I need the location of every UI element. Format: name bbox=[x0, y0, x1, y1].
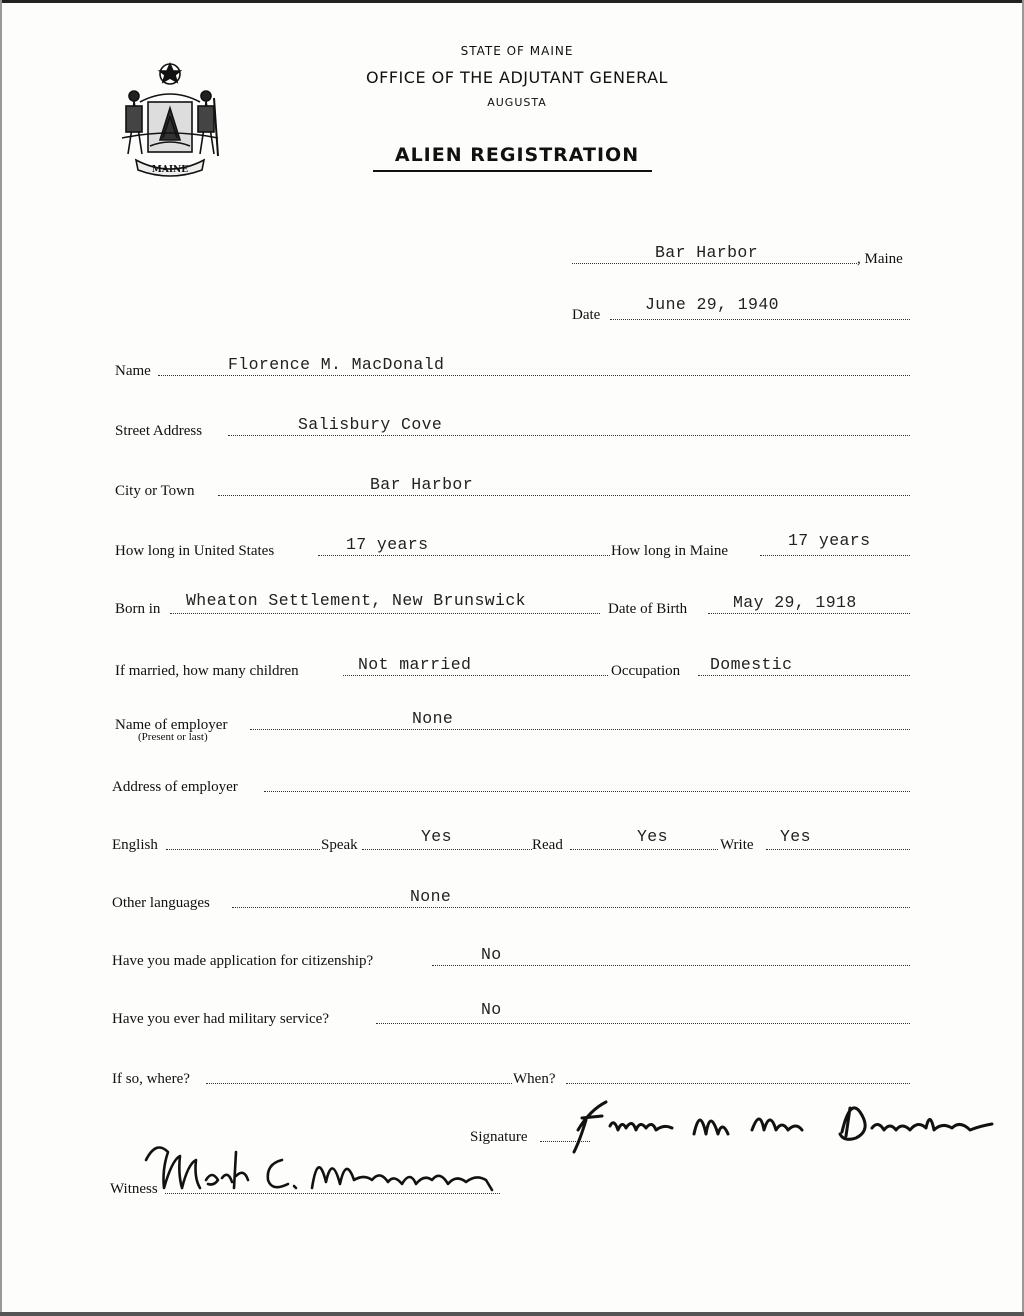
street-row bbox=[0, 410, 1024, 440]
street-value: Salisbury Cove bbox=[298, 415, 443, 434]
name-label: Name bbox=[115, 363, 151, 379]
date-label: Date bbox=[572, 307, 601, 323]
signature-label: Signature bbox=[470, 1129, 528, 1145]
header-office: OFFICE OF THE ADJUTANT GENERAL bbox=[366, 68, 668, 87]
where-label: If so, where? bbox=[112, 1071, 190, 1087]
other-languages-label: Other languages bbox=[112, 895, 210, 911]
other-languages-value: None bbox=[410, 887, 452, 906]
how-long-us-value: 17 years bbox=[346, 535, 429, 554]
city-row bbox=[0, 470, 1024, 500]
write-value: Yes bbox=[780, 827, 811, 846]
how-long-maine-value: 17 years bbox=[788, 531, 871, 550]
how-long-maine-label: How long in Maine bbox=[611, 543, 729, 559]
read-label: Read bbox=[532, 837, 563, 853]
name-row bbox=[0, 350, 1024, 380]
military-row bbox=[0, 998, 1024, 1028]
employer-sublabel: (Present or last) bbox=[138, 731, 208, 743]
employer-value: None bbox=[412, 709, 454, 728]
dob-value: May 29, 1918 bbox=[733, 593, 857, 612]
read-value: Yes bbox=[637, 827, 668, 846]
children-row bbox=[0, 650, 1024, 680]
name-value: Florence M. MacDonald bbox=[228, 355, 445, 374]
military-value: No bbox=[481, 1000, 502, 1019]
location-row bbox=[0, 238, 1024, 268]
military-label: Have you ever had military service? bbox=[112, 1011, 329, 1027]
other-languages-row bbox=[0, 882, 1024, 912]
citizenship-label: Have you made application for citizenship? bbox=[112, 953, 374, 969]
scan-border-bottom bbox=[0, 1312, 1024, 1316]
speak-label: Speak bbox=[321, 837, 358, 853]
city-value: Bar Harbor bbox=[370, 475, 474, 494]
citizenship-value: No bbox=[481, 945, 502, 964]
english-label: English bbox=[112, 837, 158, 853]
employer-label: Name of employer bbox=[115, 717, 228, 733]
born-in-label: Born in bbox=[115, 601, 161, 617]
occupation-value: Domestic bbox=[710, 655, 793, 674]
date-row bbox=[0, 294, 1024, 324]
where-when-row bbox=[0, 1058, 1024, 1088]
born-in-value: Wheaton Settlement, New Brunswick bbox=[186, 591, 526, 610]
date-value: June 29, 1940 bbox=[645, 295, 779, 314]
street-label: Street Address bbox=[115, 423, 203, 439]
citizenship-row bbox=[0, 940, 1024, 970]
speak-value: Yes bbox=[421, 827, 452, 846]
location-suffix: , Maine bbox=[857, 251, 903, 267]
title-underline bbox=[373, 170, 652, 172]
employer-address-label: Address of employer bbox=[112, 779, 238, 795]
children-value: Not married bbox=[358, 655, 472, 674]
when-label: When? bbox=[513, 1071, 556, 1087]
seal-text: MAINE bbox=[151, 165, 189, 175]
english-row bbox=[0, 824, 1024, 854]
write-label: Write bbox=[720, 837, 754, 853]
employer-address-row bbox=[0, 766, 1024, 796]
employer-row bbox=[0, 704, 1024, 734]
witness-handwriting bbox=[142, 1130, 512, 1210]
header-state: STATE OF MAINE bbox=[460, 44, 574, 58]
duration-row bbox=[0, 530, 1024, 560]
header-city: AUGUSTA bbox=[487, 96, 547, 109]
witness-label: Witness bbox=[110, 1181, 158, 1197]
form-title: ALIEN REGISTRATION bbox=[394, 144, 640, 166]
city-label: City or Town bbox=[115, 483, 195, 499]
scan-border-top bbox=[0, 0, 1024, 3]
signature-handwriting bbox=[560, 1090, 1000, 1160]
occupation-label: Occupation bbox=[611, 663, 681, 679]
children-label: If married, how many children bbox=[115, 663, 299, 679]
dob-label: Date of Birth bbox=[608, 601, 688, 617]
location-value: Bar Harbor bbox=[655, 243, 759, 262]
how-long-us-label: How long in United States bbox=[115, 543, 275, 559]
birth-row bbox=[0, 588, 1024, 618]
